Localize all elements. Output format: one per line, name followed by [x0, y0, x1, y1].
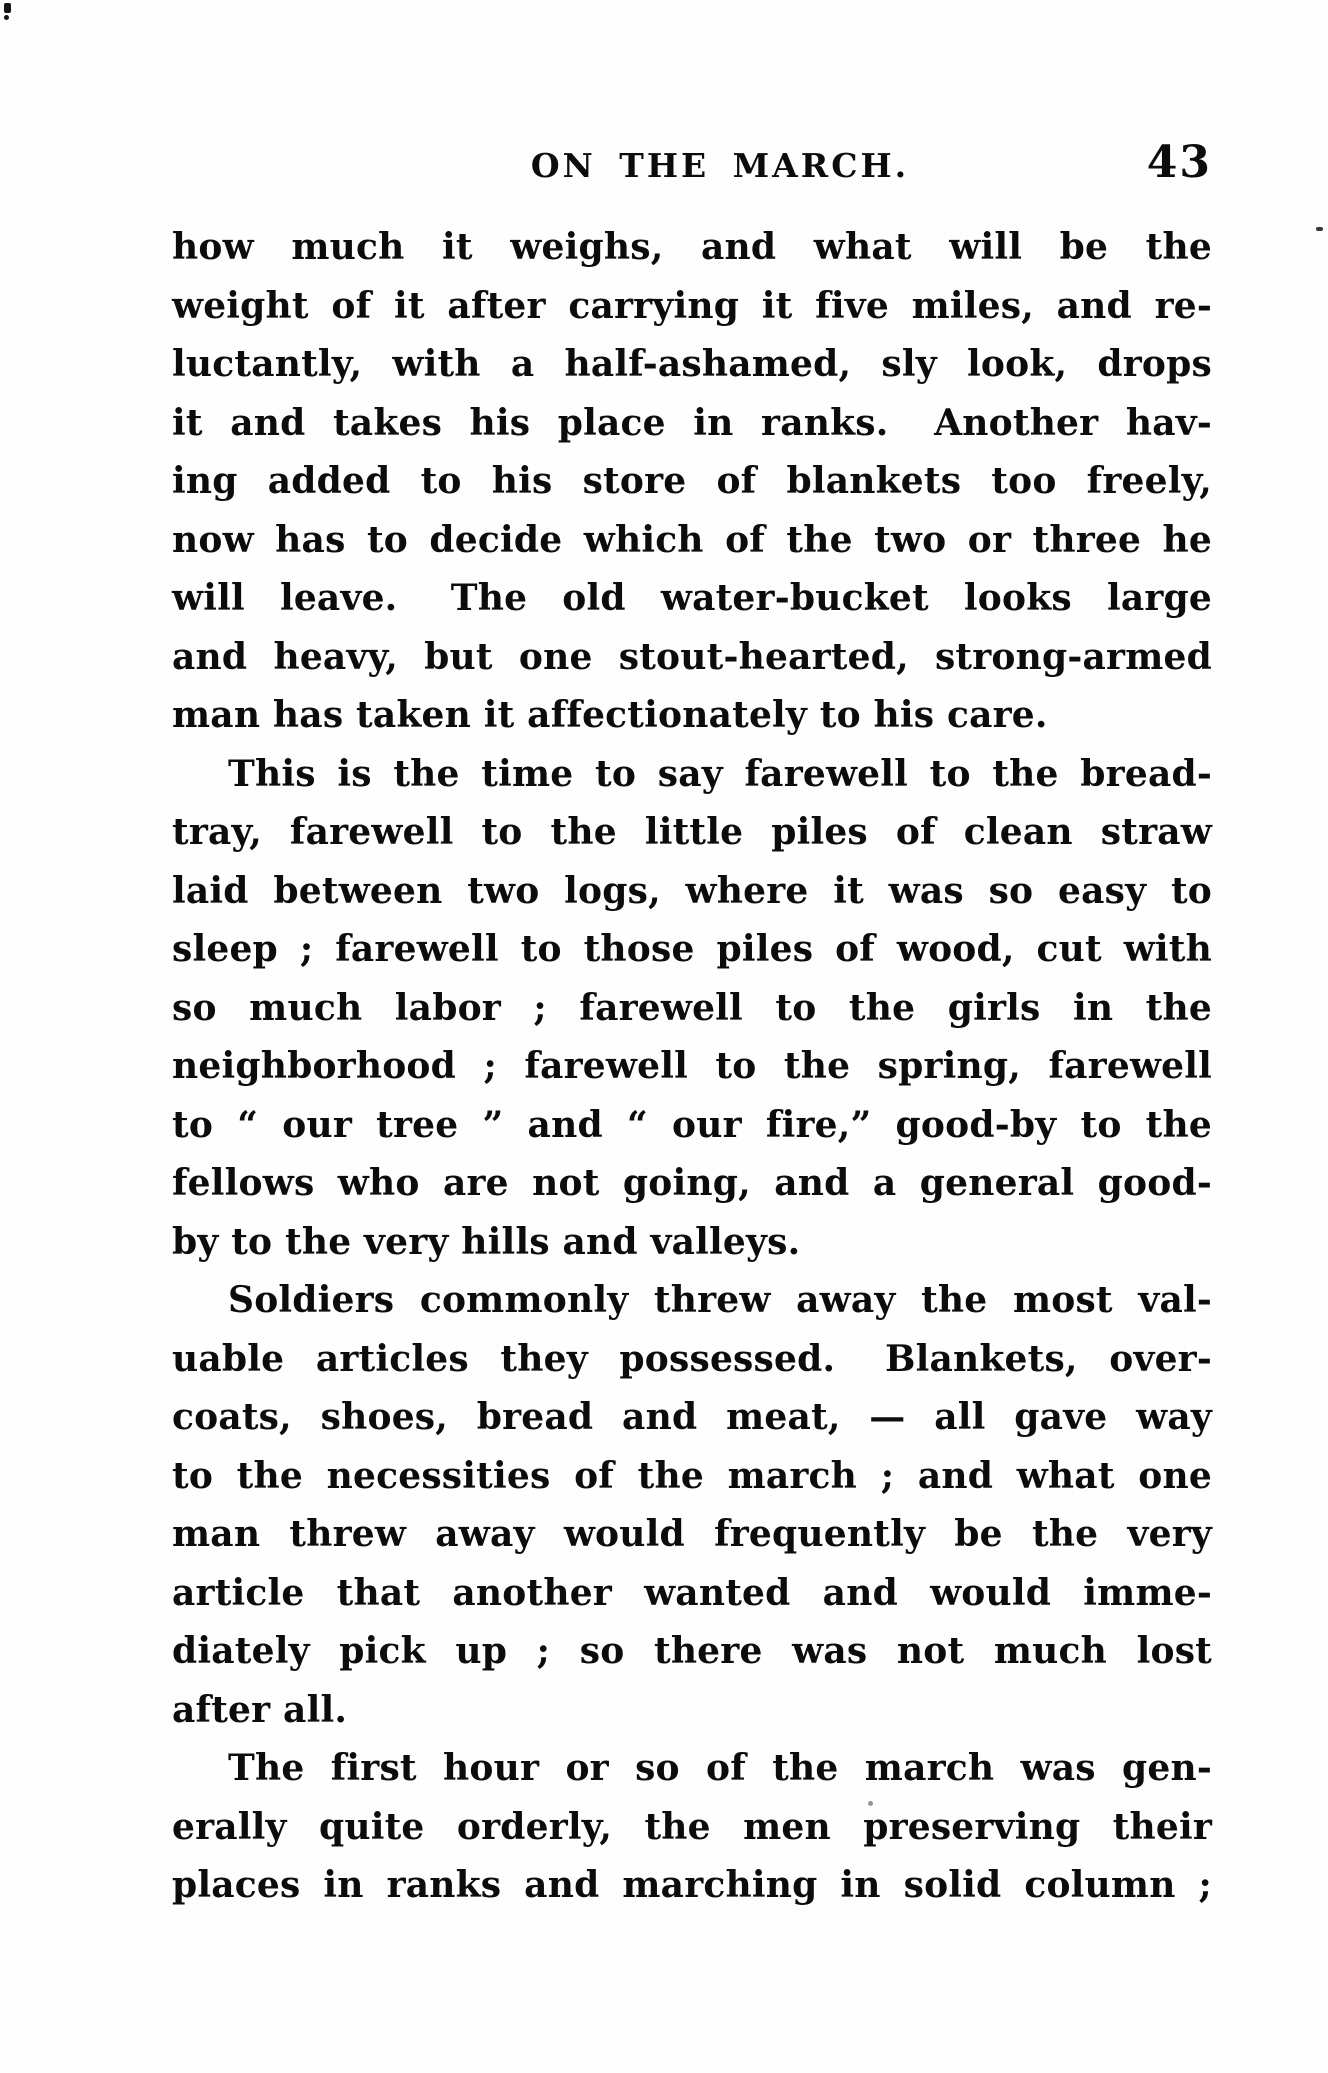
text-line: so much labor ; farewell to the girls in the — [172, 986, 1212, 1029]
text-line: places in ranks and marching in solid column ; — [172, 1864, 1212, 1906]
text-line: ing added to his store of blankets too freely, — [172, 460, 1212, 502]
page-number: 43 — [1146, 137, 1212, 188]
text-line: laid between two logs, where it was so easy to — [172, 869, 1212, 912]
text-line: fellows who are not going, and a general good- — [172, 1162, 1212, 1204]
text-line: by to the very hills and valleys. — [172, 1220, 801, 1263]
text-line: to the necessities of the march ; and what one — [172, 1454, 1212, 1497]
text-line: man threw away would frequently be the very — [172, 1513, 1212, 1555]
text-line: coats, shoes, bread and meat, — all gave way — [172, 1396, 1212, 1438]
scan-speck-icon — [4, 15, 9, 20]
body-text — [172, 218, 1212, 1915]
text-line: how much it weighs, and what will be the — [172, 226, 1212, 268]
text-line: uable articles they possessed. Blankets, over- — [172, 1337, 1212, 1380]
scan-speck-icon — [4, 3, 11, 13]
text-line: it and takes his place in ranks. Another hav- — [172, 401, 1212, 444]
text-line: weight of it after carrying it five miles, and re- — [172, 284, 1212, 327]
text-line: neighborhood ; farewell to the spring, farewell — [172, 1045, 1212, 1087]
text-line: after all. — [172, 1688, 348, 1731]
text-line: diately pick up ; so there was not much lost — [172, 1630, 1212, 1672]
text-line: now has to decide which of the two or three he — [172, 518, 1212, 561]
text-line: and heavy, but one stout-hearted, strong-armed — [172, 635, 1212, 678]
text-line: luctantly, with a half-ashamed, sly look, drops — [172, 343, 1212, 385]
text-line: erally quite orderly, the men preserving their — [172, 1805, 1212, 1848]
text-line: sleep ; farewell to those piles of wood, cut with — [172, 928, 1212, 970]
text-line: tray, farewell to the little piles of clean straw — [172, 811, 1212, 853]
text-line: man has taken it affectionately to his care. — [172, 694, 1048, 736]
text-line: will leave. The old water-bucket looks large — [172, 577, 1212, 619]
text-line: Soldiers commonly threw away the most val- — [228, 1279, 1212, 1321]
text-line: article that another wanted and would imme- — [172, 1571, 1212, 1614]
scan-speck-icon — [1316, 227, 1323, 231]
text-line: to “ our tree ” and “ our fire,” good-by to the — [172, 1103, 1212, 1146]
running-header — [0, 137, 1328, 196]
text-line: This is the time to say farewell to the bread- — [228, 752, 1212, 795]
page-title: ON THE MARCH. — [530, 146, 910, 185]
text-line: The first hour or so of the march was gen- — [228, 1747, 1212, 1789]
